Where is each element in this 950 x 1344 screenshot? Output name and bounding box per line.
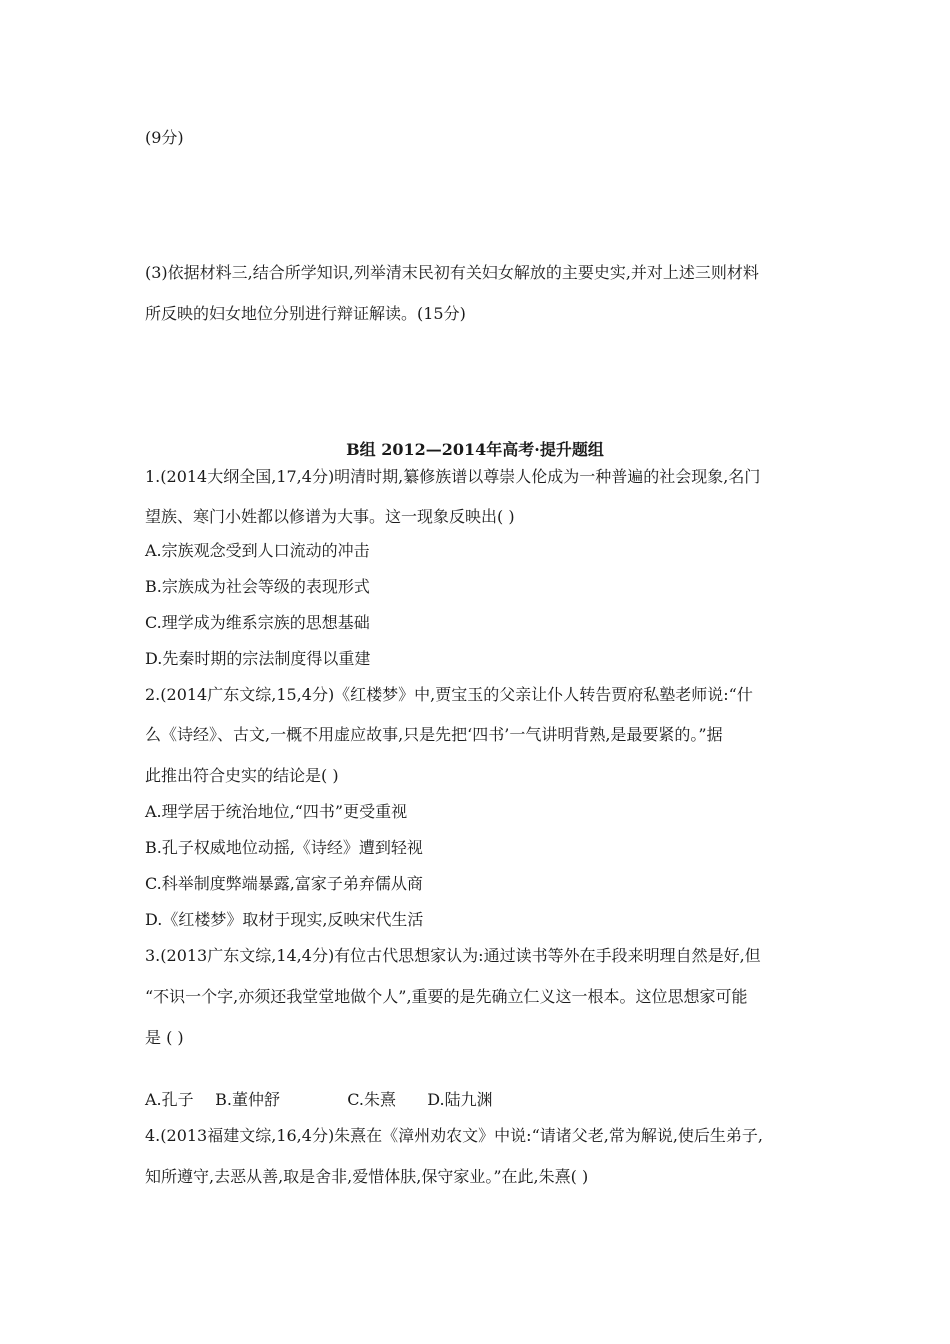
q2-option-c: C.科举制度弊端暴露,富家子弟弃儒从商 bbox=[145, 874, 423, 893]
q3-stem-line-1: 3.(2013广东文综,14,4分)有位古代思想家认为:通过读书等外在手段来明理自然是好,但 bbox=[145, 946, 761, 965]
q2-option-d: D.《红楼梦》取材于现实,反映宋代生活 bbox=[145, 910, 424, 929]
q1-option-b: B.宗族成为社会等级的表现形式 bbox=[145, 577, 370, 596]
q3-stem-line-3: 是 ( ) bbox=[145, 1028, 184, 1047]
q3-option-d: D.陆九渊 bbox=[427, 1090, 493, 1109]
q2-stem-line-1: 2.(2014广东文综,15,4分)《红楼梦》中,贾宝玉的父亲让仆人转告贾府私塾老师说:“什 bbox=[145, 685, 753, 704]
q3-option-c: C.朱熹 bbox=[347, 1090, 396, 1109]
q4-stem-line-1: 4.(2013福建文综,16,4分)朱熹在《漳州劝农文》中说:“请诸父老,常为解说,使后生弟子, bbox=[145, 1126, 764, 1145]
q3-option-a: A.孔子 bbox=[145, 1090, 194, 1109]
q1-stem-line-2: 望族、寒门小姓都以修谱为大事。这一现象反映出( ) bbox=[145, 507, 515, 526]
q1-option-a: A.宗族观念受到人口流动的冲击 bbox=[145, 541, 370, 560]
q2-option-b: B.孔子权威地位动摇,《诗经》遭到轻视 bbox=[145, 838, 423, 857]
q1-stem-line-1: 1.(2014大纲全国,17,4分)明清时期,纂修族谱以尊崇人伦成为一种普遍的社会现象,名门 bbox=[145, 467, 761, 486]
section-title: B组 2012—2014年高考·提升题组 bbox=[346, 440, 604, 459]
q3-stem-line-2: “不识一个字,亦须还我堂堂地做个人”,重要的是先确立仁义这一根本。这位思想家可能 bbox=[145, 987, 748, 1006]
q1-option-d: D.先秦时期的宗法制度得以重建 bbox=[145, 649, 371, 668]
q4-stem-line-2: 知所遵守,去恶从善,取是舍非,爱惜体肤,保守家业。”在此,朱熹( ) bbox=[145, 1167, 589, 1186]
q2-stem-line-3: 此推出符合史实的结论是( ) bbox=[145, 766, 339, 785]
score-note: (9分) bbox=[145, 128, 184, 147]
question-3-line-2: 所反映的妇女地位分别进行辩证解读。(15分) bbox=[145, 304, 466, 323]
q1-option-c: C.理学成为维系宗族的思想基础 bbox=[145, 613, 370, 632]
question-3-line-1: (3)依据材料三,结合所学知识,列举清末民初有关妇女解放的主要史实,并对上述三则材料 bbox=[145, 263, 759, 282]
q3-option-b: B.董仲舒 bbox=[215, 1090, 280, 1109]
q3-options-row bbox=[145, 1090, 493, 1110]
q2-option-a: A.理学居于统治地位,“四书”更受重视 bbox=[145, 802, 408, 821]
q2-stem-line-2: 么《诗经》、古文,一概不用虚应故事,只是先把‘四书’一气讲明背熟,是最要紧的。”据 bbox=[145, 725, 723, 744]
